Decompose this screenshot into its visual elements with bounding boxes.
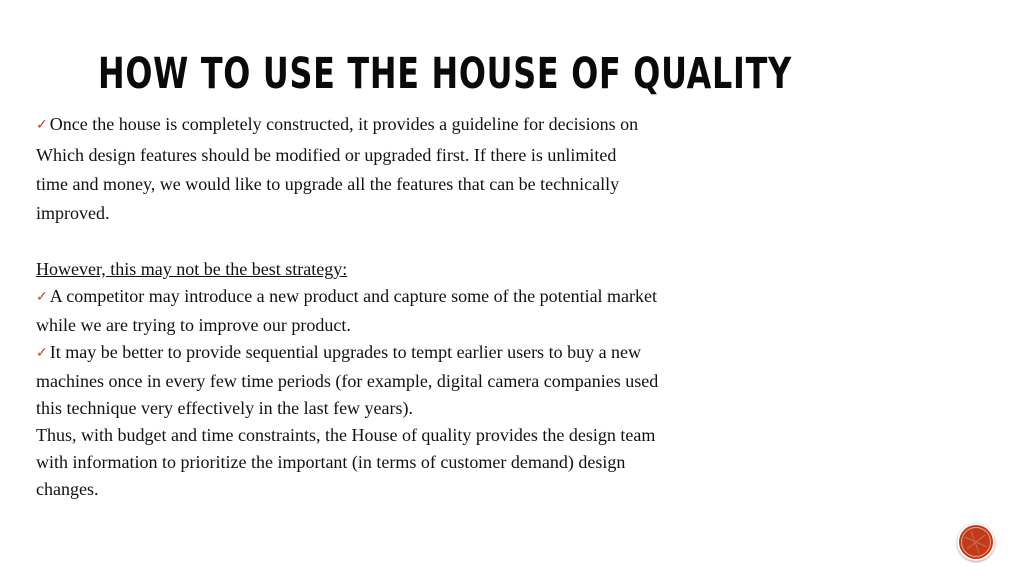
spacer xyxy=(36,228,866,256)
paragraph-1-text: Once the house is completely constructed, it provides a guideline for decisions on xyxy=(49,114,639,134)
paragraph-1-line-3: time and money, we would like to upgrade all the features that can be technically xyxy=(36,174,620,194)
conclusion-line-3: changes. xyxy=(36,479,99,499)
point-2-line-3: this technique very effectively in the last few years). xyxy=(36,398,414,418)
paragraph-1-line-4: improved. xyxy=(36,203,110,223)
point-2-line-1 xyxy=(36,339,866,368)
point-1-text: A competitor may introduce a new product and capture some of the potential market xyxy=(49,286,658,306)
slide-nav-circle-icon[interactable] xyxy=(957,523,995,561)
slide-body xyxy=(36,110,866,503)
point-2-line-2: machines once in every few time periods (for example, digital camera companies used xyxy=(36,371,659,391)
paragraph-1-line-2: Which design features should be modified or upgraded first. If there is unlimited xyxy=(36,145,617,165)
checkmark-icon: ✓ xyxy=(36,290,48,305)
conclusion-line-2: with information to prioritize the important (in terms of customer demand) design xyxy=(36,452,626,472)
point-2-text: It may be better to provide sequential upgrades to tempt earlier users to buy a new xyxy=(49,342,642,362)
nav-circle-texture xyxy=(957,523,995,561)
strategy-heading: However, this may not be the best strategy: xyxy=(36,259,348,279)
checkmark-icon: ✓ xyxy=(36,118,48,133)
paragraph-1-line-1 xyxy=(36,110,866,141)
slide-title: HOW TO USE THE HOUSE OF QUALITY xyxy=(98,49,792,99)
point-1-line-2: while we are trying to improve our product. xyxy=(36,315,351,335)
conclusion-line-1: Thus, with budget and time constraints, the House of quality provides the design team xyxy=(36,425,656,445)
checkmark-icon: ✓ xyxy=(36,346,48,361)
point-1-line-1 xyxy=(36,283,866,312)
